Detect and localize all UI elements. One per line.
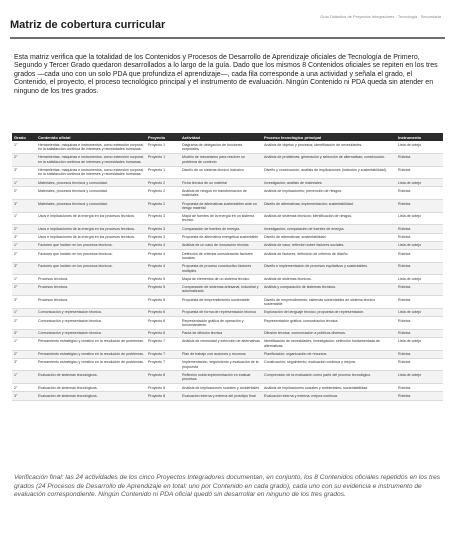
cell-actividad: Análisis de necesidad y selección de alternativas xyxy=(180,337,262,350)
cell-proceso: Análisis de implicaciones sociales y ambientales; sustentabilidad. xyxy=(262,384,396,392)
cell-instrumento: Lista de cotejo xyxy=(396,371,443,384)
cell-actividad: Análisis de un caso de innovación técnica xyxy=(180,241,262,249)
table-row xyxy=(12,283,443,296)
cell-proyecto: Proyecto 7 xyxy=(146,358,180,371)
table-body xyxy=(12,141,443,400)
cell-contenido: Pensamiento estratégico y creativo en la resolución de problemas. xyxy=(36,358,146,371)
cell-contenido: Procesos técnicos. xyxy=(36,283,146,296)
cell-instrumento: Rúbrica xyxy=(396,233,443,241)
header-contenido: Contenido oficial xyxy=(36,133,146,141)
cell-proyecto: Proyecto 1 xyxy=(146,141,180,153)
cell-actividad: Propuesta de emprendimiento sustentable xyxy=(180,296,262,309)
table-row xyxy=(12,371,443,384)
cell-actividad: Diseño de un sistema técnico inclusivo xyxy=(180,166,262,179)
coverage-table xyxy=(12,133,443,401)
cell-instrumento: Rúbrica xyxy=(396,262,443,275)
cell-contenido: Factores que inciden en los procesos técnicos. xyxy=(36,241,146,249)
cell-proceso: Representación gráfica; comunicación técnica. xyxy=(262,317,396,330)
cell-actividad: Comparación de sistemas artesanal, industrial y automatizado xyxy=(180,283,262,296)
cell-actividad: Pauta de difusión técnica xyxy=(180,329,262,337)
cell-contenido: Evaluación de sistemas tecnológicos. xyxy=(36,371,146,384)
cell-proceso: Investigación; comparación de fuentes de energía. xyxy=(262,225,396,233)
cell-actividad: Ficha técnica de un material xyxy=(180,179,262,187)
cell-actividad: Mapa de elementos de un sistema técnico xyxy=(180,275,262,283)
table-row xyxy=(12,337,443,350)
table-row xyxy=(12,329,443,337)
cell-grado: 1° xyxy=(12,179,36,187)
cell-actividad: Análisis de implicaciones sociales y ambientales xyxy=(180,384,262,392)
table-row xyxy=(12,187,443,200)
cell-actividad: Análisis de riesgos en transformación de materiales xyxy=(180,187,262,200)
cell-grado: 3° xyxy=(12,296,36,309)
cell-proyecto: Proyecto 3 xyxy=(146,233,180,241)
cell-contenido: Comunicación y representación técnica. xyxy=(36,317,146,330)
cell-actividad: Plan de trabajo con acciones y recursos xyxy=(180,350,262,358)
cell-grado: 2° xyxy=(12,384,36,392)
cell-grado: 2° xyxy=(12,283,36,296)
cell-proceso: Análisis de problemas; generación y selección de alternativas; construcción. xyxy=(262,153,396,166)
cell-contenido: Pensamiento estratégico y creativo en la resolución de problemas. xyxy=(36,337,146,350)
cell-proceso: Diseño e implementación de procesos equitativos y sustentables. xyxy=(262,262,396,275)
cell-contenido: Evaluación de sistemas tecnológicos. xyxy=(36,384,146,392)
cell-proyecto: Proyecto 5 xyxy=(146,275,180,283)
cell-contenido: Comunicación y representación técnica. xyxy=(36,308,146,316)
cell-contenido: Usos e implicaciones de la energía en los procesos técnicos. xyxy=(36,212,146,225)
title-divider xyxy=(10,37,445,39)
table-row xyxy=(12,250,443,263)
cell-proceso: Diseño y construcción; análisis de implicaciones (inclusión y sustentabilidad). xyxy=(262,166,396,179)
table-row xyxy=(12,308,443,316)
cell-proceso: Análisis y comparación de sistemas técnicos. xyxy=(262,283,396,296)
cell-proceso: Construcción; seguimiento; evaluación continua y mejora. xyxy=(262,358,396,371)
cell-proyecto: Proyecto 6 xyxy=(146,317,180,330)
cell-proceso: Exploración del lenguaje técnico; propuesta de representación. xyxy=(262,308,396,316)
cell-contenido: Comunicación y representación técnica. xyxy=(36,329,146,337)
cell-proceso: Análisis de sistemas técnicos; identificación de riesgos. xyxy=(262,212,396,225)
cell-proyecto: Proyecto 5 xyxy=(146,283,180,296)
cell-grado: 1° xyxy=(12,337,36,350)
page-title: Matriz de cobertura curricular xyxy=(10,19,166,31)
cell-instrumento: Lista de cotejo xyxy=(396,179,443,187)
cell-proceso: Investigación; análisis de materiales. xyxy=(262,179,396,187)
cell-instrumento: Rúbrica xyxy=(396,200,443,213)
cell-grado: 1° xyxy=(12,212,36,225)
cell-contenido: Materiales, procesos técnicos y comunidad. xyxy=(36,200,146,213)
table-row xyxy=(12,241,443,249)
cell-instrumento: Lista de cotejo xyxy=(396,212,443,225)
table-row xyxy=(12,153,443,166)
cell-contenido: Factores que inciden en los procesos técnicos. xyxy=(36,262,146,275)
cell-proceso: Comprensión de la evaluación como parte del proceso tecnológico. xyxy=(262,371,396,384)
table-row xyxy=(12,179,443,187)
cell-instrumento: Lista de cotejo xyxy=(396,308,443,316)
cell-contenido: Usos e implicaciones de la energía en los procesos técnicos. xyxy=(36,225,146,233)
cell-instrumento: Rúbrica xyxy=(396,392,443,400)
cell-instrumento: Rúbrica xyxy=(396,250,443,263)
cell-proyecto: Proyecto 3 xyxy=(146,212,180,225)
verification-note: Verificación final: las 24 actividades de los cinco Proyectos Integradores documentan, en conjunto, los 8 Contenidos oficiales repetidos en los tres grados (24 Procesos de Desarrollo de Aprendizaje en total: uno por Contenido en cada grado), cada uno con su evidencia e instrumento de evaluación correspondiente. Ningún Contenido ni PDA oficial quedó sin desarrollar en ninguno de los tres grados. xyxy=(14,474,441,499)
cell-actividad: Propuesta de alternativa energética sustentable xyxy=(180,233,262,241)
cell-grado: 1° xyxy=(12,371,36,384)
cell-proyecto: Proyecto 2 xyxy=(146,187,180,200)
cell-grado: 2° xyxy=(12,187,36,200)
cell-proyecto: Proyecto 8 xyxy=(146,371,180,384)
cell-grado: 2° xyxy=(12,225,36,233)
table-row xyxy=(12,384,443,392)
cell-proceso: Análisis de factores; definición de criterios de diseño. xyxy=(262,250,396,263)
cell-contenido: Evaluación de sistemas tecnológicos. xyxy=(36,392,146,400)
cell-grado: 1° xyxy=(12,308,36,316)
cell-actividad: Modelo de mecanismo para resolver un problema de contexto xyxy=(180,153,262,166)
cell-proceso: Análisis de objetos y procesos; identificación de necesidades. xyxy=(262,141,396,153)
table-row xyxy=(12,392,443,400)
table-row xyxy=(12,212,443,225)
cell-instrumento: Rúbrica xyxy=(396,283,443,296)
cell-proyecto: Proyecto 8 xyxy=(146,392,180,400)
cell-grado: 1° xyxy=(12,141,36,153)
cell-instrumento: Lista de cotejo xyxy=(396,241,443,249)
cell-actividad: Definición de criterios considerando factores sociales xyxy=(180,250,262,263)
cell-instrumento: Rúbrica xyxy=(396,296,443,309)
cell-actividad: Representación gráfica de operación y funcionamiento xyxy=(180,317,262,330)
cell-proyecto: Proyecto 7 xyxy=(146,350,180,358)
intro-paragraph: Esta matriz verifica que la totalidad de los Contenidos y Procesos de Desarrollo de Aprendizaje oficiales de Tecnología de Primero, Segundo y Tercer Grado quedaron desarrollados a lo largo de la guía. Dado que los mismos 8 Contenidos oficiales se repiten en los tres grados —cada uno con un solo PDA que profundiza el aprendizaje—, cada fila corresponde a una actividad y señala el grado, el Contenido, el proyecto, el proceso tecnológico principal y el instrumento de evaluación. Ningún Contenido ni PDA queda sin atender en ninguno de los tres grados. xyxy=(14,54,438,95)
header-actividad: Actividad xyxy=(180,133,262,141)
cell-proceso: Evaluación interna y externa; mejora continua. xyxy=(262,392,396,400)
table-row xyxy=(12,166,443,179)
cell-grado: 2° xyxy=(12,350,36,358)
cell-proceso: Planificación; organización de recursos. xyxy=(262,350,396,358)
cell-instrumento: Lista de cotejo xyxy=(396,337,443,350)
cell-contenido: Procesos técnicos. xyxy=(36,275,146,283)
cell-proyecto: Proyecto 1 xyxy=(146,153,180,166)
cell-proceso: Diseño de emprendimiento; sistemas sustentables de sistema técnico sustentable. xyxy=(262,296,396,309)
cell-instrumento: Rúbrica xyxy=(396,350,443,358)
cell-instrumento: Rúbrica xyxy=(396,225,443,233)
cell-proyecto: Proyecto 6 xyxy=(146,329,180,337)
cell-proceso: Identificación de necesidades; investigación; selección fundamentada de alternativas. xyxy=(262,337,396,350)
table-row xyxy=(12,350,443,358)
cell-grado: 3° xyxy=(12,329,36,337)
table-row xyxy=(12,262,443,275)
cell-instrumento: Rúbrica xyxy=(396,384,443,392)
cell-instrumento: Lista de cotejo xyxy=(396,141,443,153)
cell-grado: 3° xyxy=(12,358,36,371)
cell-proyecto: Proyecto 4 xyxy=(146,250,180,263)
cell-grado: 2° xyxy=(12,250,36,263)
header-instrumento: Instrumento xyxy=(396,133,443,141)
cell-instrumento: Rúbrica xyxy=(396,317,443,330)
cell-proyecto: Proyecto 7 xyxy=(146,337,180,350)
cell-actividad: Evaluación interna y externa del prototipo final xyxy=(180,392,262,400)
cell-actividad: Propuesta de alternativas sustentables ante un riesgo material xyxy=(180,200,262,213)
cell-proceso: Análisis de implicaciones; prevención de riesgos. xyxy=(262,187,396,200)
cell-proyecto: Proyecto 1 xyxy=(146,166,180,179)
coverage-table-container xyxy=(12,133,443,401)
cell-instrumento: Rúbrica xyxy=(396,187,443,200)
cell-contenido: Materiales, procesos técnicos y comunidad. xyxy=(36,187,146,200)
cell-contenido: Herramientas, máquinas e instrumentos, como extensión corporal, en la satisfacción continua de intereses y necesidades humanas. xyxy=(36,166,146,179)
cell-contenido: Materiales, procesos técnicos y comunidad. xyxy=(36,179,146,187)
cell-proceso: Análisis de caso; reflexión sobre factores sociales. xyxy=(262,241,396,249)
table-row xyxy=(12,200,443,213)
cell-contenido: Procesos técnicos. xyxy=(36,296,146,309)
cell-grado: 3° xyxy=(12,166,36,179)
table-row xyxy=(12,358,443,371)
cell-instrumento: Rúbrica xyxy=(396,153,443,166)
cell-grado: 3° xyxy=(12,200,36,213)
cell-proyecto: Proyecto 4 xyxy=(146,241,180,249)
table-row xyxy=(12,233,443,241)
cell-grado: 1° xyxy=(12,241,36,249)
cell-contenido: Herramientas, máquinas e instrumentos, como extensión corporal, en la satisfacción continua de intereses y necesidades humanas. xyxy=(36,153,146,166)
cell-instrumento: Rúbrica xyxy=(396,329,443,337)
header-grado: Grado xyxy=(12,133,36,141)
cell-proceso: Análisis de sistemas técnicos. xyxy=(262,275,396,283)
cell-proyecto: Proyecto 2 xyxy=(146,179,180,187)
running-header: Guía Didáctica de Proyectos Integradores · Tecnología · Secundaria xyxy=(320,14,441,19)
cell-actividad: Implementación, seguimiento y evaluación de la propuesta xyxy=(180,358,262,371)
cell-grado: 1° xyxy=(12,275,36,283)
cell-contenido: Herramientas, máquinas e instrumentos, como extensión corporal, en la satisfacción continua de intereses y necesidades humanas. xyxy=(36,141,146,153)
cell-instrumento: Rúbrica xyxy=(396,358,443,371)
cell-grado: 3° xyxy=(12,392,36,400)
cell-contenido: Usos e implicaciones de la energía en los procesos técnicos. xyxy=(36,233,146,241)
cell-grado: 2° xyxy=(12,153,36,166)
cell-proceso: Difusión técnica; comunicación a públicos diversos. xyxy=(262,329,396,337)
cell-instrumento: Rúbrica xyxy=(396,166,443,179)
cell-proyecto: Proyecto 5 xyxy=(146,296,180,309)
table-row xyxy=(12,141,443,153)
cell-grado: 3° xyxy=(12,233,36,241)
cell-grado: 2° xyxy=(12,317,36,330)
cell-proyecto: Proyecto 4 xyxy=(146,262,180,275)
cell-actividad: Comparación de fuentes de energía xyxy=(180,225,262,233)
cell-proceso: Diseño de alternativas; sustentabilidad. xyxy=(262,233,396,241)
cell-contenido: Pensamiento estratégico y creativo en la resolución de problemas. xyxy=(36,350,146,358)
table-row xyxy=(12,296,443,309)
cell-actividad: Mapa de fuentes de la energía en un sistema técnico xyxy=(180,212,262,225)
header-proyecto: Proyecto xyxy=(146,133,180,141)
cell-proyecto: Proyecto 3 xyxy=(146,225,180,233)
cell-proceso: Diseño de alternativas; implementación; sustentabilidad. xyxy=(262,200,396,213)
table-header-row xyxy=(12,133,443,141)
cell-actividad: Diagrama de delegación de funciones corporales xyxy=(180,141,262,153)
cell-proyecto: Proyecto 8 xyxy=(146,384,180,392)
cell-actividad: Propuesta de forma de representación técnica xyxy=(180,308,262,316)
cell-contenido: Factores que inciden en los procesos técnicos. xyxy=(36,250,146,263)
cell-instrumento: Lista de cotejo xyxy=(396,275,443,283)
cell-grado: 3° xyxy=(12,262,36,275)
cell-actividad: Propuesta de proceso constructivo factores múltiples xyxy=(180,262,262,275)
cell-proyecto: Proyecto 2 xyxy=(146,200,180,213)
cell-actividad: Reflexión sobla implementación en evaluar procesos xyxy=(180,371,262,384)
cell-proyecto: Proyecto 6 xyxy=(146,308,180,316)
table-row xyxy=(12,225,443,233)
header-proceso: Proceso tecnológico principal xyxy=(262,133,396,141)
table-row xyxy=(12,275,443,283)
table-row xyxy=(12,317,443,330)
